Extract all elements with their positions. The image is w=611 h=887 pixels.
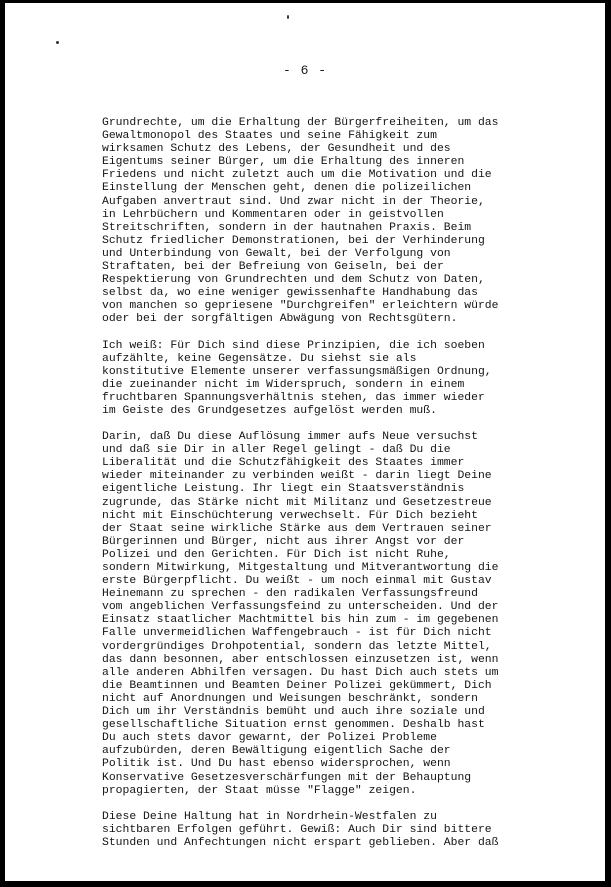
paragraph xyxy=(102,431,522,798)
text-line: nicht auf Anordnungen und Weisungen beschränkt, sondern xyxy=(102,692,478,705)
scan-speck xyxy=(287,15,289,19)
text-line: Eigentums seiner Bürger, um die Erhaltung des inneren xyxy=(102,156,465,169)
text-line: das dann besonnen, aber entschlossen einzusetzen ist, wenn xyxy=(102,653,499,666)
text-line: der Staat seine wirkliche Stärke aus dem Vertrauen seiner xyxy=(102,522,492,535)
text-line: Stunden und Anfechtungen nicht erspart geblieben. Aber daß xyxy=(102,836,499,849)
text-line: in Lehrbüchern und Kommentaren oder in geistvollen xyxy=(102,208,444,221)
text-line: aufzählte, keine Gegensätze. Du siehst sie als xyxy=(102,352,417,365)
paragraph xyxy=(102,340,522,419)
text-line: wirksamen Schutz des Lebens, der Gesundheit und des xyxy=(102,143,451,156)
text-line: Liberalität und die Schutzfähigkeit des Staates immer xyxy=(102,457,465,470)
text-line: im Geiste des Grundgesetzes aufgelöst werden muß. xyxy=(102,404,437,417)
text-line: Politik ist. Und Du hast ebenso widersprochen, wenn xyxy=(102,758,451,771)
text-line: Gewaltmonopol des Staates und seine Fähigkeit zum xyxy=(102,130,437,143)
page-number: - 6 - xyxy=(282,63,327,78)
text-line: konstitutive Elemente unserer verfassungsmäßigen Ordnung, xyxy=(102,365,492,378)
text-line: nicht mit Einschüchterung verwechselt. Für Dich bezieht xyxy=(102,509,478,522)
text-line: vordergründiges Drohpotential, sondern das letzte Mittel, xyxy=(102,640,492,653)
text-line: Respektierung von Grundrechten und dem Schutz von Daten, xyxy=(102,274,485,287)
text-line: und daß sie Dir in aller Regel gelingt - daß Du die xyxy=(102,444,451,457)
paragraph xyxy=(102,117,522,327)
text-line: Konservative Gesetzesverschärfungen mit der Behauptung xyxy=(102,771,472,784)
text-line: wieder miteinander zu verbinden weißt - darin liegt Deine xyxy=(102,470,492,483)
document-page xyxy=(5,3,605,881)
text-line: erste Bürgerpflicht. Du weißt - um noch einmal mit Gustav xyxy=(102,575,492,588)
text-line: Schutz friedlicher Demonstrationen, bei der Verhinderung xyxy=(102,234,485,247)
text-line: oder bei der sorgfältigen Abwägung von Rechtsgütern. xyxy=(102,313,458,326)
text-line: sichtbaren Erfolgen geführt. Gewiß: Auch Dir sind bittere xyxy=(102,823,492,836)
text-line: Falle unvermeidlichen Waffengebrauch - ist für Dich nicht xyxy=(102,627,492,640)
scan-speck xyxy=(56,41,59,44)
text-line: Grundrechte, um die Erhaltung der Bürgerfreiheiten, um das xyxy=(102,117,499,129)
text-line: aufzubürden, deren Bewältigung eigentlich Sache der xyxy=(102,745,451,758)
text-line: vom angeblichen Verfassungsfeind zu unterscheiden. Und der xyxy=(102,601,499,614)
text-line: Einstellung der Menschen geht, denen die polizeilichen xyxy=(102,182,472,195)
text-line: zugrunde, das Stärke nicht mit Militanz und Gesetzestreue xyxy=(102,496,492,509)
text-line: die Beamtinnen und Beamten Deiner Polizei gekümmert, Dich xyxy=(102,679,492,692)
text-line: Einsatz staatlicher Machtmittel bis hin zum - im gegebenen xyxy=(102,614,499,627)
text-line: Du auch stets davor gewarnt, der Polizei Probleme xyxy=(102,732,437,745)
text-line: selbst da, wo eine weniger gewissenhafte Handhabung das xyxy=(102,287,478,300)
text-line: Heinemann zu sprechen - den radikalen Verfassungsfreund xyxy=(102,588,478,601)
text-line: Bürgerinnen und Bürger, nicht aus ihrer Angst vor der xyxy=(102,535,465,548)
text-line: Streitschriften, sondern in der hautnahen Praxis. Beim xyxy=(102,221,472,234)
text-line: Darin, daß Du diese Auflösung immer aufs Neue versuchst xyxy=(102,431,478,444)
text-line: von manchen so gepriesene "Durchgreifen" erleichtern würde xyxy=(102,300,499,313)
text-line: Straftaten, bei der Befreiung von Geiseln, bei der xyxy=(102,261,444,274)
paragraph xyxy=(102,811,522,850)
text-line: Diese Deine Haltung hat in Nordrhein-Westfalen zu xyxy=(102,810,437,823)
body-text xyxy=(102,117,522,863)
text-line: eigentliche Leistung. Ihr liegt ein Staatsverständnis xyxy=(102,483,465,496)
text-line: Friedens und nicht zuletzt auch um die Motivation und die xyxy=(102,169,492,182)
text-line: gesellschaftliche Situation ernst genommen. Deshalb hast xyxy=(102,719,485,732)
text-line: sondern Mitwirkung, Mitgestaltung und Mitverantwortung die xyxy=(102,562,499,574)
text-line: Polizei und den Gerichten. Für Dich ist nicht Ruhe, xyxy=(102,548,451,561)
text-line: Aufgaben anvertraut sind. Und zwar nicht in der Theorie, xyxy=(102,195,485,208)
text-line: Dich um ihr Verständnis bemüht und auch ihre soziale und xyxy=(102,706,485,719)
text-line: und Unterbindung von Gewalt, bei der Verfolgung von xyxy=(102,247,451,260)
text-line: propagierten, der Staat müsse "Flagge" zeigen. xyxy=(102,784,417,797)
text-line: Ich weiß: Für Dich sind diese Prinzipien, die ich soeben xyxy=(102,339,485,352)
text-line: alle anderen Abhilfen versagen. Du hast Dich auch stets um xyxy=(102,666,499,679)
text-line: die zueinander nicht im Widerspruch, sondern in einem xyxy=(102,378,465,391)
text-line: fruchtbaren Spannungsverhältnis stehen, das immer wieder xyxy=(102,391,485,404)
